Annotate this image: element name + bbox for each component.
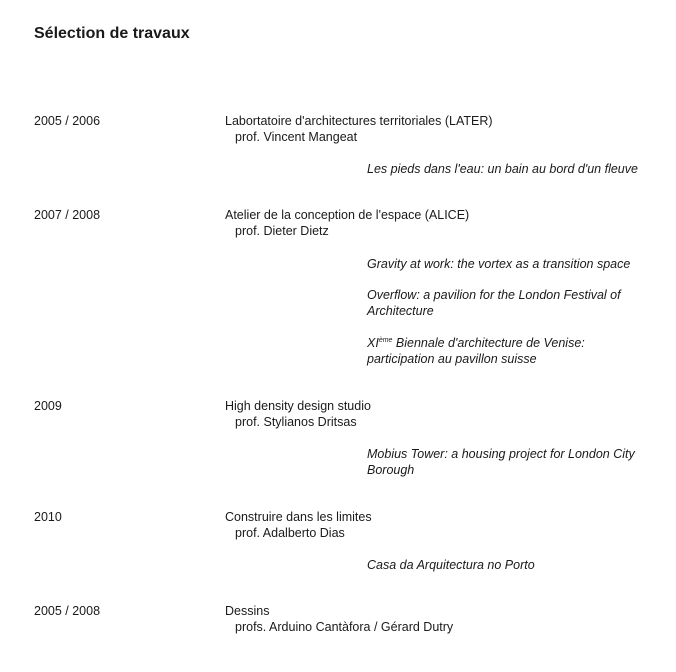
- biennale-roman: XI: [367, 336, 379, 350]
- entry-course: [225, 113, 645, 145]
- course-professor: prof. Vincent Mangeat: [235, 130, 358, 144]
- course-title: Atelier de la conception de l'espace (ALICE): [225, 208, 470, 222]
- course-professor: prof. Stylianos Dritsas: [235, 415, 357, 429]
- project-title: Les pieds dans l'eau: un bain au bord d'un fleuve: [367, 162, 638, 176]
- entry-course: [225, 207, 645, 239]
- course-professor: prof. Dieter Dietz: [235, 224, 329, 238]
- project-title: Casa da Arquitectura no Porto: [367, 558, 535, 572]
- biennale-superscript: ème: [378, 337, 393, 344]
- entry-course: [225, 603, 645, 635]
- biennale-text: Biennale d'architecture de Venise: participation au pavillon suisse: [367, 336, 585, 366]
- project-title: Gravity at work: the vortex as a transition space: [367, 257, 631, 271]
- entry-year: 2005 / 2008: [34, 604, 101, 618]
- project-title-biennale: [367, 335, 607, 367]
- course-professor: profs. Arduino Cantàfora / Gérard Dutry: [235, 620, 454, 634]
- course-title: Labortatoire d'architectures territoriales (LATER): [225, 114, 493, 128]
- course-title: Construire dans les limites: [225, 510, 372, 524]
- entry-course: [225, 398, 645, 430]
- entry-year: 2009: [34, 399, 62, 413]
- entry-year: 2005 / 2006: [34, 114, 101, 128]
- entry-year: 2010: [34, 510, 62, 524]
- course-title: Dessins: [225, 604, 270, 618]
- project-title: Overflow: a pavilion for the London Festival of Architecture: [367, 288, 621, 318]
- entry-course: [225, 509, 645, 541]
- course-professor: prof. Adalberto Dias: [235, 526, 345, 540]
- course-title: High density design studio: [225, 399, 371, 413]
- page-title: Sélection de travaux: [34, 25, 190, 42]
- project-title: Mobius Tower: a housing project for London City Borough: [367, 447, 635, 477]
- entry-year: 2007 / 2008: [34, 208, 101, 222]
